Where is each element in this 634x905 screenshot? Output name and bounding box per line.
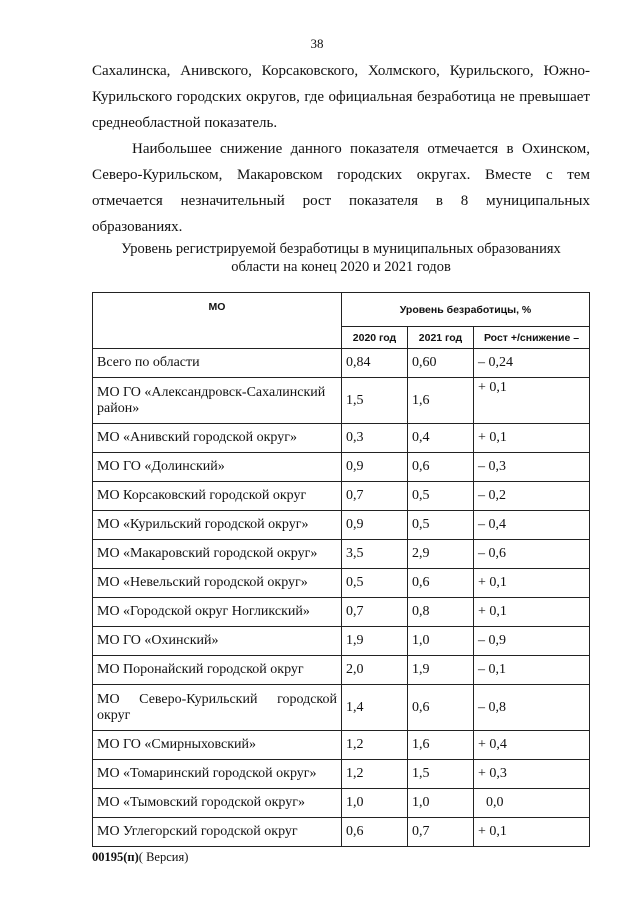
table-caption bbox=[92, 240, 590, 276]
change-cell: – 0,6 bbox=[474, 540, 590, 569]
value-2020-cell: 0,6 bbox=[342, 818, 408, 847]
caption-line-2: области на конец 2020 и 2021 годов bbox=[231, 259, 451, 275]
row-name-cell: МО «Анивский городской округ» bbox=[93, 424, 342, 453]
row-name-cell: МО «Курильский городской округ» bbox=[93, 511, 342, 540]
table-row bbox=[93, 540, 590, 569]
value-2021-cell: 0,8 bbox=[408, 598, 474, 627]
header-2021: 2021 год bbox=[408, 327, 474, 349]
value-2021-cell: 0,6 bbox=[408, 569, 474, 598]
change-cell: + 0,1 bbox=[474, 569, 590, 598]
value-2021-cell: 0,6 bbox=[408, 685, 474, 731]
table-row bbox=[93, 378, 590, 424]
row-name-cell: МО ГО «Александровск-Сахалинский район» bbox=[93, 378, 342, 424]
change-cell: – 0,3 bbox=[474, 453, 590, 482]
value-2021-cell: 1,6 bbox=[408, 378, 474, 424]
change-cell: + 0,1 bbox=[474, 378, 590, 424]
change-cell: – 0,4 bbox=[474, 511, 590, 540]
header-change: Рост +/снижение – bbox=[474, 327, 590, 349]
value-2020-cell: 2,0 bbox=[342, 656, 408, 685]
body-text bbox=[92, 58, 590, 240]
value-2020-cell: 1,2 bbox=[342, 731, 408, 760]
value-2021-cell: 0,60 bbox=[408, 349, 474, 378]
value-2021-cell: 1,9 bbox=[408, 656, 474, 685]
change-cell: + 0,1 bbox=[474, 818, 590, 847]
value-2020-cell: 0,9 bbox=[342, 453, 408, 482]
value-2020-cell: 1,9 bbox=[342, 627, 408, 656]
value-2020-cell: 0,5 bbox=[342, 569, 408, 598]
value-2020-cell: 1,2 bbox=[342, 760, 408, 789]
table-row bbox=[93, 760, 590, 789]
paragraph-1: Сахалинска, Анивского, Корсаковского, Холмского, Курильского, Южно-Курильского городских округов, где официальная безработица не превышает среднеобластной показатель. bbox=[92, 63, 590, 131]
change-cell: + 0,3 bbox=[474, 760, 590, 789]
row-name-cell: МО Корсаковский городской округ bbox=[93, 482, 342, 511]
change-cell: + 0,1 bbox=[474, 598, 590, 627]
row-name-cell: МО «Томаринский городской округ» bbox=[93, 760, 342, 789]
value-2021-cell: 2,9 bbox=[408, 540, 474, 569]
document-footer bbox=[92, 850, 188, 865]
value-2020-cell: 1,4 bbox=[342, 685, 408, 731]
unemployment-table bbox=[92, 292, 590, 847]
footer-version: ( Версия) bbox=[138, 850, 189, 864]
table-row bbox=[93, 424, 590, 453]
table-row bbox=[93, 511, 590, 540]
value-2020-cell: 3,5 bbox=[342, 540, 408, 569]
row-name-cell: МО Северо-Курильский городской округ bbox=[93, 685, 342, 731]
row-name-cell: МО «Городской округ Ногликский» bbox=[93, 598, 342, 627]
change-cell: – 0,1 bbox=[474, 656, 590, 685]
change-cell: + 0,4 bbox=[474, 731, 590, 760]
value-2020-cell: 1,0 bbox=[342, 789, 408, 818]
value-2020-cell: 1,5 bbox=[342, 378, 408, 424]
table-row bbox=[93, 569, 590, 598]
value-2021-cell: 0,5 bbox=[408, 482, 474, 511]
header-2020: 2020 год bbox=[342, 327, 408, 349]
header-level: Уровень безработицы, % bbox=[342, 293, 590, 327]
table-row bbox=[93, 349, 590, 378]
table-row bbox=[93, 685, 590, 731]
row-name-cell: МО ГО «Охинский» bbox=[93, 627, 342, 656]
value-2020-cell: 0,7 bbox=[342, 482, 408, 511]
row-name-cell: МО ГО «Долинский» bbox=[93, 453, 342, 482]
row-name-cell: МО Углегорский городской округ bbox=[93, 818, 342, 847]
value-2020-cell: 0,84 bbox=[342, 349, 408, 378]
table-row bbox=[93, 482, 590, 511]
table-row bbox=[93, 598, 590, 627]
header-mo: МО bbox=[93, 293, 342, 349]
caption-line-1: Уровень регистрируемой безработицы в муниципальных образованиях bbox=[121, 241, 561, 257]
change-cell: – 0,9 bbox=[474, 627, 590, 656]
value-2021-cell: 0,4 bbox=[408, 424, 474, 453]
change-cell: + 0,1 bbox=[474, 424, 590, 453]
value-2021-cell: 1,5 bbox=[408, 760, 474, 789]
change-cell: 0,0 bbox=[474, 789, 590, 818]
row-name-cell: Всего по области bbox=[93, 349, 342, 378]
table-body bbox=[93, 349, 590, 847]
change-cell: – 0,2 bbox=[474, 482, 590, 511]
value-2021-cell: 1,0 bbox=[408, 789, 474, 818]
value-2021-cell: 0,6 bbox=[408, 453, 474, 482]
row-name-cell: МО ГО «Смирныховский» bbox=[93, 731, 342, 760]
row-name-cell: МО Поронайский городской округ bbox=[93, 656, 342, 685]
paragraph-2: Наибольшее снижение данного показателя отмечается в Охинском, Северо-Курильском, Макаровском городских округах. Вместе с тем отмечается незначительный рост показателя в 8 муниципальных образованиях. bbox=[92, 141, 590, 235]
value-2021-cell: 1,6 bbox=[408, 731, 474, 760]
value-2021-cell: 0,7 bbox=[408, 818, 474, 847]
footer-code: 00195(п) bbox=[92, 850, 139, 864]
value-2021-cell: 1,0 bbox=[408, 627, 474, 656]
value-2020-cell: 0,7 bbox=[342, 598, 408, 627]
value-2020-cell: 0,9 bbox=[342, 511, 408, 540]
change-cell: – 0,8 bbox=[474, 685, 590, 731]
value-2020-cell: 0,3 bbox=[342, 424, 408, 453]
table-row bbox=[93, 818, 590, 847]
change-cell: – 0,24 bbox=[474, 349, 590, 378]
table-row bbox=[93, 789, 590, 818]
table-row bbox=[93, 731, 590, 760]
value-2021-cell: 0,5 bbox=[408, 511, 474, 540]
table-row bbox=[93, 656, 590, 685]
table-row bbox=[93, 627, 590, 656]
row-name-cell: МО «Макаровский городской округ» bbox=[93, 540, 342, 569]
page-number: 38 bbox=[310, 36, 324, 51]
row-name-cell: МО «Тымовский городской округ» bbox=[93, 789, 342, 818]
table-row bbox=[93, 453, 590, 482]
row-name-cell: МО «Невельский городской округ» bbox=[93, 569, 342, 598]
